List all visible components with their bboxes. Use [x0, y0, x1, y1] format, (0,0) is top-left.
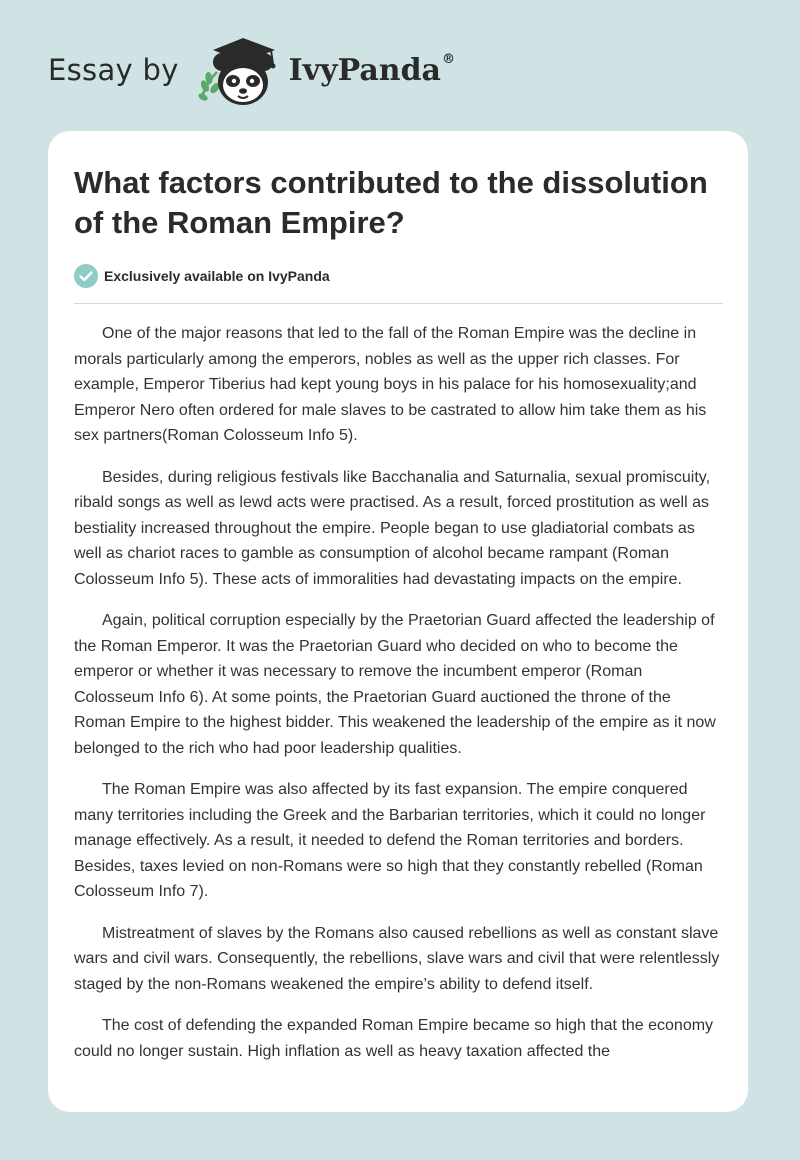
- brand-name[interactable]: [289, 53, 455, 88]
- panda-graduate-icon[interactable]: [197, 28, 283, 112]
- registered-mark: ®: [442, 51, 455, 67]
- paragraph: One of the major reasons that led to the fall of the Roman Empire was the decline in morals particularly among the emperors, nobles as well as the upper rich classes. For example, Emperor Tiberius had kept young boys in his palace for his homosexuality;and Emperor Nero often ordered for male slaves to be castrated to allow him take them as his sex partners(Roman Colosseum Info 5).: [74, 325, 707, 444]
- paragraph: The cost of defending the expanded Roman Empire became so high that the economy could no longer sustain. High inflation as well as heavy taxation affected the: [74, 1017, 714, 1060]
- badge-label: Exclusively available on IvyPanda: [104, 268, 330, 284]
- paragraph: Besides, during religious festivals like Bacchanalia and Saturnalia, sexual promiscuity, ribald songs as well as lewd acts were practised. As a result, forced prostitution as well as bestiality increased throughout the empire. People began to use gladiatorial combats as well as chariot races to gamble as consumption of alcohol became rampant (Roman Colosseum Info 5). These acts of immoralities had devastating impacts on the empire.: [74, 468, 711, 588]
- page-title: What factors contributed to the dissolution of the Roman Empire?: [74, 165, 708, 240]
- exclusive-badge: [74, 264, 330, 288]
- divider: [74, 303, 723, 304]
- site-header: [48, 28, 455, 112]
- check-circle-icon: [74, 264, 98, 288]
- essay-by-label: Essay by: [48, 53, 179, 87]
- paragraph: Mistreatment of slaves by the Romans also caused rebellions as well as constant slave wars and civil wars. Consequently, the rebellions, slave wars and civil that were relentlessly staged by the non-Romans weakened the empire’s ability to defend itself.: [74, 924, 720, 993]
- paragraph: Again, political corruption especially by the Praetorian Guard affected the leadership of the Roman Emperor. It was the Praetorian Guard who decided on who to become the emperor or whether it was necessary to remove the incumbent emperor (Roman Colosseum Info 6). At some points, the Praetorian Guard auctioned the throne of the Roman Empire to the highest bidder. This weakened the leadership of the empire as it now belonged to the rich who had poor leadership qualities.: [74, 612, 716, 757]
- essay-body: [74, 321, 726, 1080]
- essay-card: [48, 131, 748, 1112]
- paragraph: The Roman Empire was also affected by its fast expansion. The empire conquered many territories including the Greek and the Barbarian territories, which it could no longer manage effectively. As a result, it needed to defend the Roman territories and borders. Besides, taxes levied on non-Romans were so high that they constantly rebelled (Roman Colosseum Info 7).: [74, 781, 706, 900]
- brand-text: IvyPanda: [288, 52, 441, 88]
